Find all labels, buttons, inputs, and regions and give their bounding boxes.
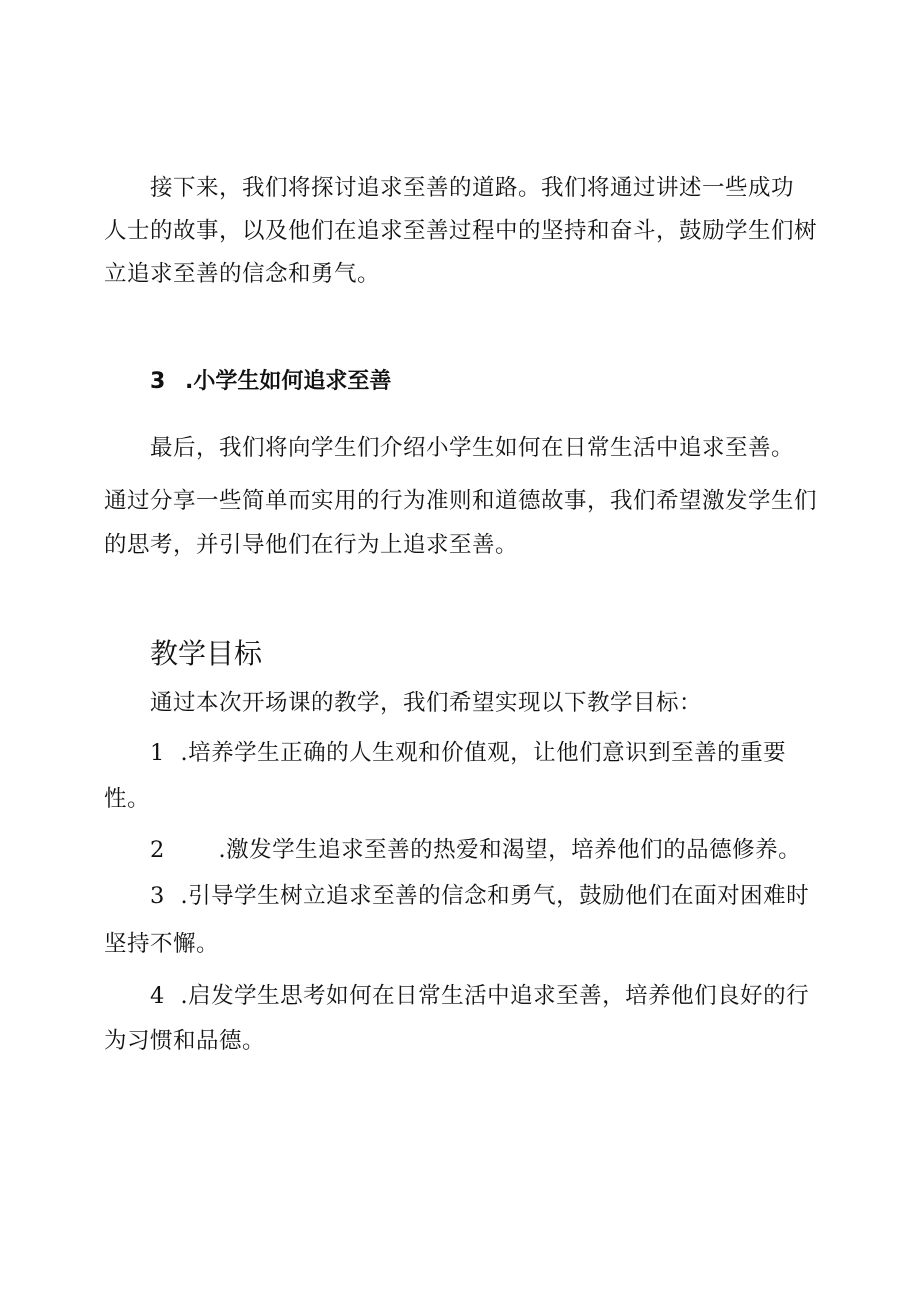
goal-number: 1 (150, 740, 165, 766)
para2-line2: 通过分享一些简单而实用的行为准则和道德故事，我们希望激发学生们 (104, 488, 818, 514)
para1-line1: 接下来，我们将探讨追求至善的道路。我们将通过讲述一些成功 (150, 175, 795, 201)
goal-item-4 (150, 981, 809, 1011)
goal-item-3-cont: 坚持不懈。 (104, 931, 220, 957)
section-3-title: .小学生如何追求至善 (184, 369, 392, 394)
para2-line1: 最后，我们将向学生们介绍小学生如何在日常生活中追求至善。 (150, 435, 795, 461)
goal-text: .引导学生树立追求至善的信念和勇气，鼓励他们在面对困难时 (180, 883, 810, 909)
goal-text: .启发学生思考如何在日常生活中追求至善，培养他们良好的行 (180, 983, 810, 1009)
goal-text: .培养学生正确的人生观和价值观，让他们意识到至善的重要 (180, 740, 787, 766)
goal-number: 2 (150, 837, 165, 863)
goal-item-1 (150, 738, 786, 768)
goal-item-3 (150, 881, 809, 911)
para1-line2: 人士的故事，以及他们在追求至善过程中的坚持和奋斗，鼓励学生们树 (104, 218, 818, 244)
goal-number: 3 (150, 883, 165, 909)
goals-heading: 教学目标 (150, 637, 263, 670)
goal-item-1-cont: 性。 (104, 786, 151, 812)
goals-intro: 通过本次开场课的教学，我们希望实现以下教学目标： (150, 690, 703, 716)
section-3-heading (150, 367, 391, 397)
section-3-number: 3 (150, 369, 166, 394)
para1-line3: 立追求至善的信念和勇气。 (104, 261, 381, 287)
goal-item-4-cont: 为习惯和品德。 (104, 1028, 266, 1054)
goal-number: 4 (150, 983, 165, 1009)
goal-item-2 (150, 835, 801, 865)
para2-line3: 的思考，并引导他们在行为上追求至善。 (104, 532, 519, 558)
goal-text: .激发学生追求至善的热爱和渴望，培养他们的品德修养。 (218, 837, 802, 863)
